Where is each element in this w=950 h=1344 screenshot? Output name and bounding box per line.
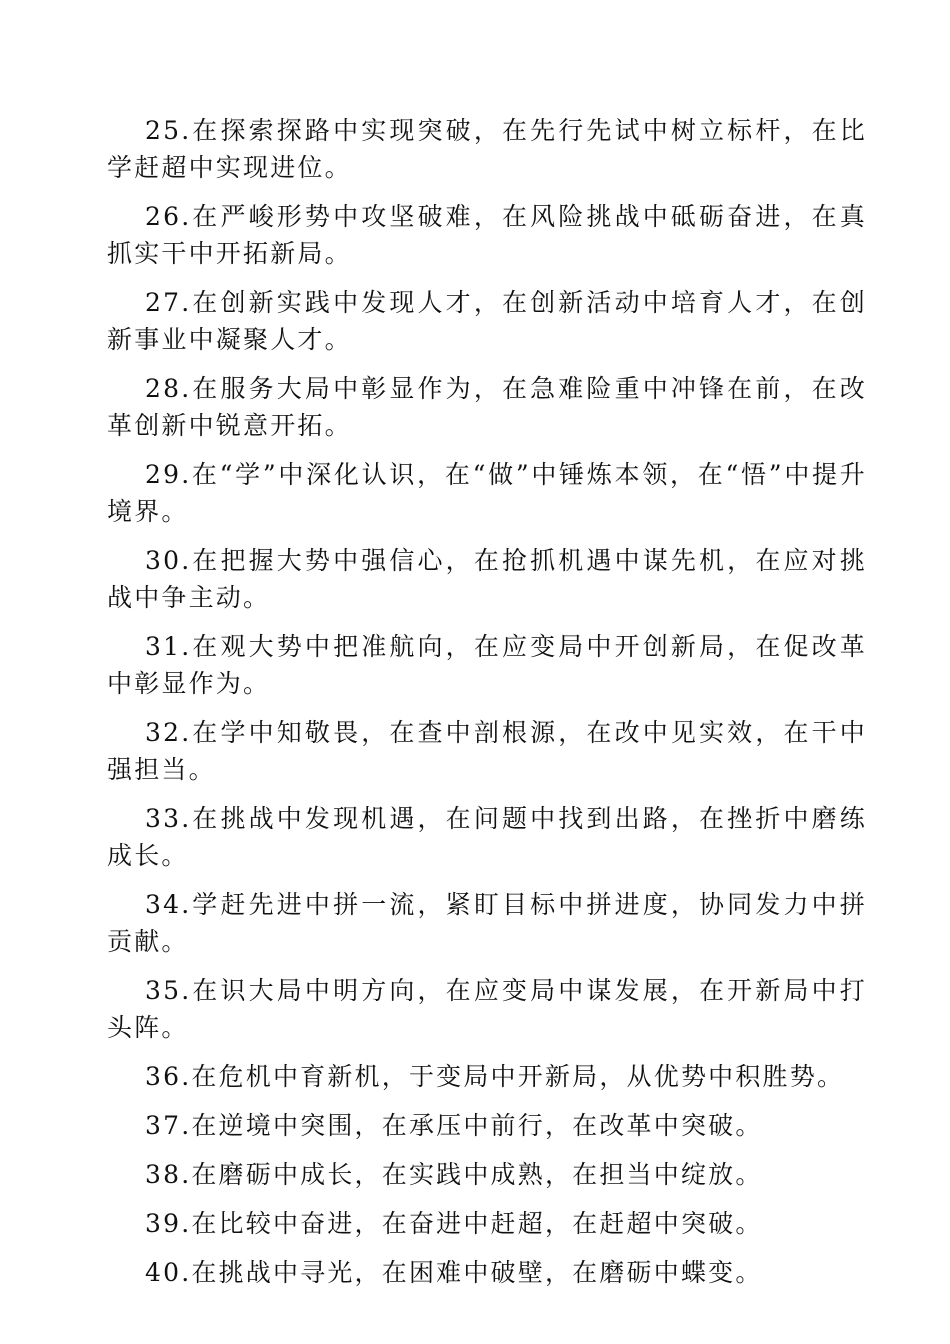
paragraph-32: 32.在学中知敬畏，在查中剖根源，在改中见实效，在干中强担当。 [107,718,867,784]
paragraph-30: 30.在把握大势中强信心，在抢抓机遇中谋先机，在应对挑战中争主动。 [107,546,867,612]
paragraph-29: 29.在“学”中深化认识，在“做”中锤炼本领，在“悟”中提升境界。 [107,460,867,526]
paragraph-26: 26.在严峻形势中攻坚破难，在风险挑战中砥砺奋进，在真抓实干中开拓新局。 [107,202,867,268]
paragraph-34: 34.学赶先进中拼一流，紧盯目标中拼进度，协同发力中拼贡献。 [107,890,867,956]
paragraph-25: 25.在探索探路中实现突破，在先行先试中树立标杆，在比学赶超中实现进位。 [107,116,867,182]
paragraph-28: 28.在服务大局中彰显作为，在急难险重中冲锋在前，在改革创新中锐意开拓。 [107,374,867,440]
paragraph-38: 38.在磨砺中成长，在实践中成熟，在担当中绽放。 [145,1160,763,1189]
paragraph-35: 35.在识大局中明方向，在应变局中谋发展，在开新局中打头阵。 [107,976,867,1042]
document-body [107,112,867,1303]
paragraph-36: 36.在危机中育新机，于变局中开新局，从优势中积胜势。 [145,1062,845,1091]
paragraph-40: 40.在挑战中寻光，在困难中破壁，在磨砺中蝶变。 [145,1258,763,1287]
paragraph-33: 33.在挑战中发现机遇，在问题中找到出路，在挫折中磨练成长。 [107,804,867,870]
paragraph-39: 39.在比较中奋进，在奋进中赶超，在赶超中突破。 [145,1209,763,1238]
paragraph-31: 31.在观大势中把准航向，在应变局中开创新局，在促改革中彰显作为。 [107,632,867,698]
paragraph-37: 37.在逆境中突围，在承压中前行，在改革中突破。 [145,1111,763,1140]
paragraph-27: 27.在创新实践中发现人才，在创新活动中培育人才，在创新事业中凝聚人才。 [107,288,867,354]
